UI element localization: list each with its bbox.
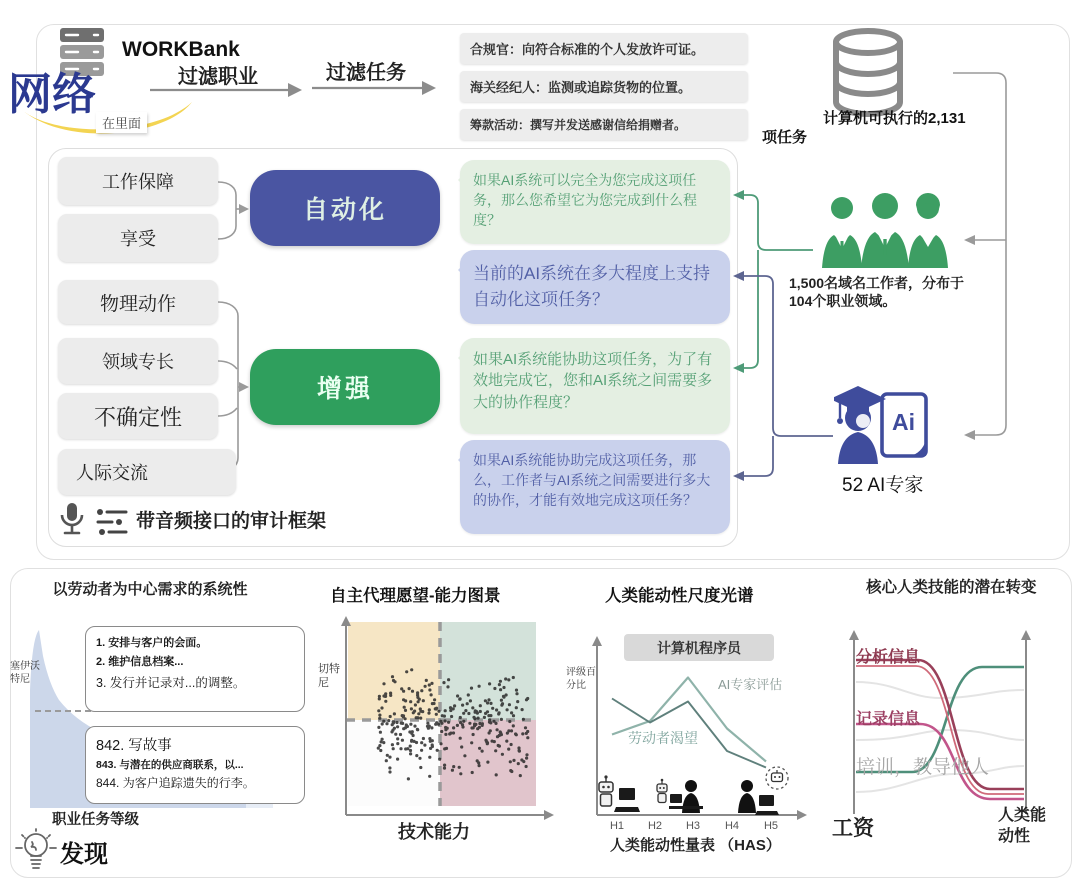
db-caption-line1: 计算机可执行的2,131 [823, 110, 966, 127]
panel-b-scatter-chart [318, 608, 562, 824]
inside-tag: 在里面 [96, 112, 147, 133]
panel-a-top-box [85, 626, 305, 712]
item-interpersonal [58, 449, 236, 495]
panel-d-right-axis-label: 人类能动性 [998, 807, 1047, 845]
question-worker-collaboration [460, 338, 730, 434]
workers-icon [810, 192, 960, 268]
panel-b-ylabel: 切特尼 [318, 663, 340, 690]
panel-d-title: 核心人类技能的潜在转变 [866, 579, 1037, 596]
sliders-icon [94, 508, 130, 536]
filter-tasks-label: 过滤任务 [326, 62, 406, 84]
item-physical-action [58, 280, 218, 324]
panel-a-top-line2: 2. 维护信息档案... [96, 656, 184, 668]
question-current-automation-text: 当前的AI系统在多大程度上支持自动化这项任务？ [473, 264, 711, 309]
tick-h4: H4 [724, 820, 740, 832]
panel-a-bottom-box [85, 726, 305, 804]
person-with-ai-chat-icon [738, 767, 788, 815]
item-uncertainty [58, 393, 218, 439]
item-interpersonal-label: 人际交流 [76, 463, 148, 483]
task-example-3 [460, 109, 748, 140]
robot-at-laptop-icon [599, 775, 640, 812]
microphone-icon [58, 501, 86, 539]
item-uncertainty-label: 不确定性 [93, 404, 182, 430]
question-worker-desire-text: 如果AI系统可以完全为您完成这项任务，那么您希望它为您完成到什么程度？ [473, 172, 697, 228]
svg-text:Ai: Ai [892, 409, 915, 435]
panel-a-xlabel: 职业任务等级 [52, 812, 139, 828]
panel-a-bottom-line1: 842. 写故事 [96, 738, 172, 754]
question-worker-desire [460, 160, 730, 244]
panel-c-ylabel: 评级百分比 [566, 667, 596, 691]
occupation-badge [624, 634, 774, 661]
panel-a-ylabel: 塞伊沃特尼 [10, 661, 40, 685]
task-example-2-text: 海关经纪人：监测或追踪货物的位置。 [470, 80, 692, 95]
ai-expert-icon [834, 378, 934, 470]
panel-a-title: 以劳动者为中心需求的系统性 [52, 581, 248, 598]
panel-b-title: 自主代理愿望-能力图景 [330, 587, 501, 605]
tick-h2: H2 [647, 820, 663, 832]
network-title: 网络 [8, 70, 96, 119]
panel-c-title: 人类能动性尺度光谱 [605, 587, 754, 605]
experts-caption: 52 AI专家 [842, 475, 924, 496]
brand-title: WORKBank [122, 38, 240, 61]
robot-and-person-icon [657, 779, 703, 813]
question-expert-collaboration [460, 440, 730, 534]
audit-caption: 带音频接口的审计框架 [136, 511, 327, 532]
skill-label-training: 培训，教导他人 [856, 757, 990, 778]
panel-b-xlabel: 技术能力 [398, 822, 470, 842]
task-example-1-text: 合规官：向符合标准的个人发放许可证。 [470, 42, 705, 57]
panel-d-left-axis-label: 工资 [832, 817, 874, 840]
legend-worker-desire: 劳动者渴望 [628, 730, 698, 746]
skill-label-analyze: 分析信息 [856, 649, 921, 666]
question-worker-collaboration-text: 如果AI系统能协助这项任务，为了有效地完成它，您和AI系统之间需要多大的协作程度？ [473, 351, 713, 411]
panel-a-top-line1: 1. 安排与客户的会面。 [96, 637, 208, 649]
task-example-3-text: 筹款活动：撰写并发送感谢信给捐赠者。 [470, 118, 687, 132]
tick-h5: H5 [763, 820, 779, 832]
automation-box [250, 170, 440, 246]
question-expert-collaboration-text: 如果AI系统能协助完成这项任务，那么，工作者与AI系统之间需要进行多大的协作，才能有效地完成这项任务？ [473, 452, 711, 508]
tick-h1: H1 [609, 820, 625, 832]
item-job-security [58, 157, 218, 205]
tick-h3: H3 [685, 820, 701, 832]
legend-ai-expert: AI专家评估 [718, 677, 783, 692]
workers-caption-line2: 104个职业领域。 [789, 293, 897, 309]
occupation-badge-text: 计算机程序员 [657, 639, 741, 656]
panel-a-top-line3: 3. 发行并记录对...的调整。 [96, 676, 246, 690]
item-enjoyment-label: 享受 [120, 229, 156, 249]
panel-a-bottom-line2: 843. 与潜在的供应商联系，以... [96, 759, 244, 771]
lightbulb-icon [14, 828, 58, 874]
panel-a-bottom-line3: 844. 为客户追踪遗失的行李。 [96, 776, 255, 790]
augmentation-box [250, 349, 440, 425]
skill-label-record: 记录信息 [856, 711, 921, 728]
database-icon [828, 26, 908, 120]
item-domain-expertise-label: 领域专长 [102, 352, 174, 372]
task-example-1 [460, 33, 748, 64]
filter-occupations-label: 过滤职业 [178, 66, 258, 88]
db-caption-line2: 项任务 [762, 129, 808, 146]
automation-label: 自动化 [302, 196, 387, 224]
item-enjoyment [58, 214, 218, 262]
item-domain-expertise [58, 338, 218, 384]
workers-caption-line1: 1,500名域名工作者，分布于 [789, 275, 965, 291]
item-physical-action-label: 物理动作 [99, 293, 176, 315]
discover-label: 发现 [60, 841, 108, 868]
task-example-2 [460, 71, 748, 102]
panel-c-xlabel: 人类能动性量表 （HAS） [610, 837, 781, 854]
item-job-security-label: 工作保障 [102, 172, 174, 192]
augmentation-label: 增强 [316, 375, 373, 403]
question-current-automation [460, 250, 730, 324]
